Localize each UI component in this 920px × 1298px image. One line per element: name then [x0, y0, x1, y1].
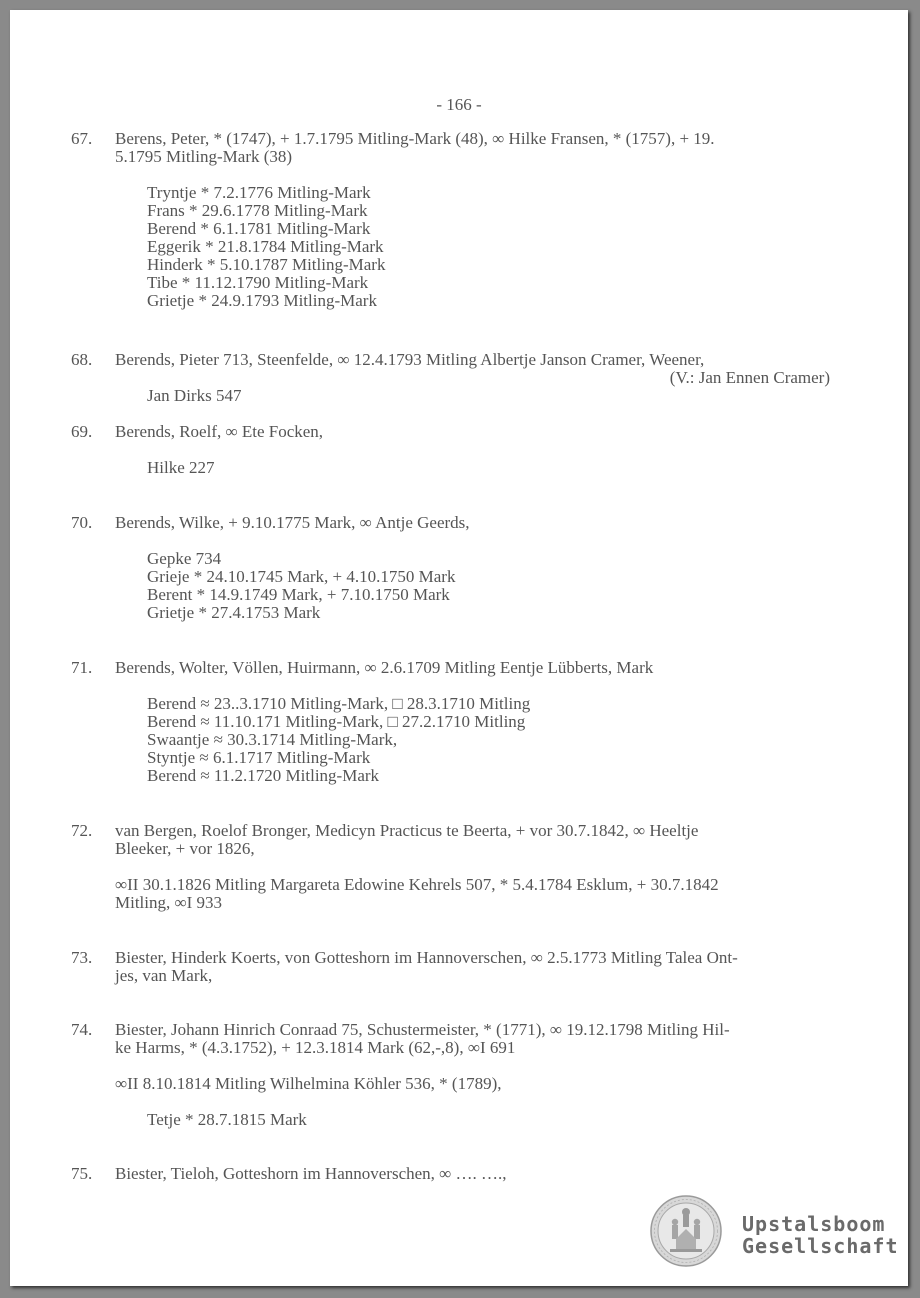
child-line: Grietje * 27.4.1753 Mark — [147, 603, 321, 622]
entry-number: 71. — [71, 658, 93, 677]
child-line: Tryntje * 7.2.1776 Mitling-Mark — [147, 183, 371, 202]
entry-number: 74. — [71, 1020, 93, 1039]
entry-text-line: Bleeker, + vor 1826, — [115, 839, 255, 858]
child-line: Eggerik * 21.8.1784 Mitling-Mark — [147, 237, 384, 256]
brand-line-2: Gesellschaft — [742, 1234, 899, 1258]
entry-number: 72. — [71, 821, 93, 840]
entry-text-line: Biester, Johann Hinrich Conraad 75, Schustermeister, * (1771), ∞ 19.12.1798 Mitling Hil- — [115, 1020, 730, 1039]
entry-text-line: Berends, Pieter 713, Steenfelde, ∞ 12.4.1793 Mitling Albertje Janson Cramer, Weener, — [115, 350, 705, 369]
entry-text-line: Berends, Roelf, ∞ Ete Focken, — [115, 422, 324, 441]
entry-text-line: van Bergen, Roelof Bronger, Medicyn Practicus te Beerta, + vor 30.7.1842, ∞ Heeltje — [115, 821, 699, 840]
entry-text-line: 5.1795 Mitling-Mark (38) — [115, 147, 293, 166]
entry-text-line: Berens, Peter, * (1747), + 1.7.1795 Mitling-Mark (48), ∞ Hilke Fransen, * (1757), + 19. — [115, 129, 715, 148]
child-line: Hinderk * 5.10.1787 Mitling-Mark — [147, 255, 386, 274]
entry-text-line: Biester, Hinderk Koerts, von Gotteshorn im Hannoverschen, ∞ 2.5.1773 Mitling Talea Ont- — [115, 948, 738, 967]
document-page — [10, 10, 908, 1286]
child-line: Berend ≈ 11.2.1720 Mitling-Mark — [147, 766, 380, 785]
child-line: Berend ≈ 23..3.1710 Mitling-Mark, □ 28.3.1710 Mitling — [147, 694, 531, 713]
seal-logo-icon — [650, 1195, 722, 1267]
brand-name — [742, 1213, 899, 1257]
child-line: Berend * 6.1.1781 Mitling-Mark — [147, 219, 371, 238]
entry-text-line: Biester, Tieloh, Gotteshorn im Hannoverschen, ∞ …. …., — [115, 1164, 507, 1183]
entry-number: 68. — [71, 350, 93, 369]
entry-number: 73. — [71, 948, 93, 967]
entry-text-line: Berends, Wilke, + 9.10.1775 Mark, ∞ Antje Geerds, — [115, 513, 470, 532]
child-line: Styntje ≈ 6.1.1717 Mitling-Mark — [147, 748, 371, 767]
child-line: Gepke 734 — [147, 549, 222, 568]
child-line: Tetje * 28.7.1815 Mark — [147, 1110, 307, 1129]
entry-number: 70. — [71, 513, 93, 532]
entry-text-line: ∞II 8.10.1814 Mitling Wilhelmina Köhler 536, * (1789), — [115, 1074, 502, 1093]
child-line: Berend ≈ 11.10.171 Mitling-Mark, □ 27.2.1710 Mitling — [147, 712, 526, 731]
child-line: Swaantje ≈ 30.3.1714 Mitling-Mark, — [147, 730, 398, 749]
entry-text-line: Berends, Wolter, Völlen, Huirmann, ∞ 2.6.1709 Mitling Eentje Lübberts, Mark — [115, 658, 654, 677]
entry-text-line: ∞II 30.1.1826 Mitling Margareta Edowine Kehrels 507, * 5.4.1784 Esklum, + 30.7.1842 — [115, 875, 719, 894]
entry-text-line: (V.: Jan Ennen Cramer) — [669, 368, 830, 387]
entry-text-line: ke Harms, * (4.3.1752), + 12.3.1814 Mark (62,-,8), ∞I 691 — [115, 1038, 516, 1057]
child-line: Grietje * 24.9.1793 Mitling-Mark — [147, 291, 377, 310]
entry-text-line: jes, van Mark, — [115, 966, 213, 985]
child-line: Berent * 14.9.1749 Mark, + 7.10.1750 Mark — [147, 585, 450, 604]
child-line: Tibe * 11.12.1790 Mitling-Mark — [147, 273, 369, 292]
entry-number: 67. — [71, 129, 93, 148]
brand-line-1: Upstalsboom — [742, 1212, 886, 1236]
child-line: Grieje * 24.10.1745 Mark, + 4.10.1750 Mark — [147, 567, 456, 586]
child-line: Frans * 29.6.1778 Mitling-Mark — [147, 201, 368, 220]
child-line: Hilke 227 — [147, 458, 215, 477]
entry-text-line: Mitling, ∞I 933 — [115, 893, 223, 912]
entry-number: 75. — [71, 1164, 93, 1183]
entry-number: 69. — [71, 422, 93, 441]
page-number: - 166 - — [436, 95, 482, 114]
entry-text-line: Jan Dirks 547 — [147, 386, 242, 405]
